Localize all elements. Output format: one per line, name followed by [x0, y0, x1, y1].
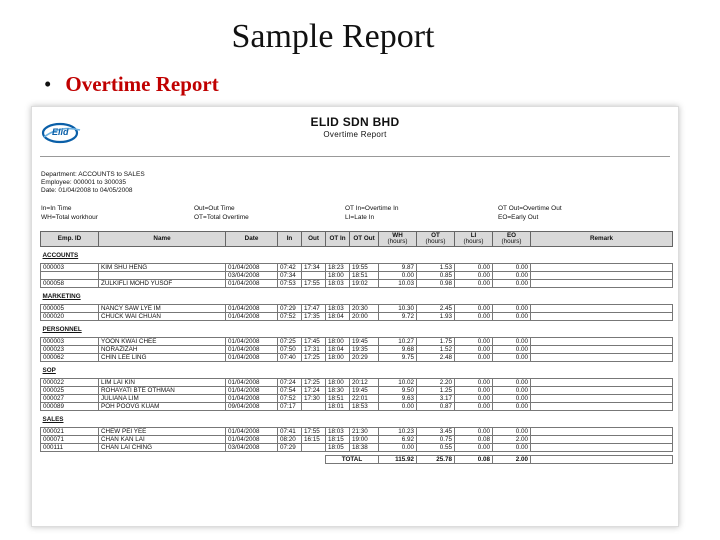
table-cell: 01/04/2008: [226, 313, 278, 321]
bullet-label: Overtime Report: [65, 72, 219, 96]
table-cell: 0.00: [493, 272, 531, 280]
table-row: [41, 444, 673, 452]
table-cell: 000062: [41, 354, 99, 362]
table-cell: 21:30: [350, 428, 379, 436]
table-cell: 17:55: [302, 428, 326, 436]
table-cell: 2.20: [417, 379, 455, 387]
table-row: [41, 436, 673, 444]
table-cell: [531, 346, 673, 354]
table-cell: 0.00: [493, 354, 531, 362]
table-cell: 18:03: [326, 280, 350, 288]
table-cell: 17:35: [302, 313, 326, 321]
table-cell: 18:00: [326, 338, 350, 346]
table-cell: 0.00: [455, 354, 493, 362]
table-row: [41, 264, 673, 272]
table-cell: KIM SHU HENG: [99, 264, 226, 272]
table-cell: 000023: [41, 346, 99, 354]
table-cell: ZULKIFLI MOHD YUSOF: [99, 280, 226, 288]
table-cell: 20:29: [350, 354, 379, 362]
col-eo-unit: (hours): [501, 238, 522, 245]
table-row: [41, 346, 673, 354]
legend-item: In=In Time: [41, 205, 72, 212]
table-cell: 17:31: [302, 346, 326, 354]
legend-item: WH=Total workhour: [41, 213, 98, 221]
table-row: [41, 313, 673, 321]
department-row: [41, 247, 673, 260]
table-cell: 0.00: [493, 444, 531, 452]
table-cell: 07:25: [278, 338, 302, 346]
legend-item: EO=Early Out: [498, 213, 539, 221]
table-cell: 0.00: [455, 395, 493, 403]
table-cell: [531, 444, 673, 452]
table-cell: [302, 444, 326, 452]
table-cell: LIM LAI KIN: [99, 379, 226, 387]
table-cell: 9.63: [379, 395, 417, 403]
table-cell: 1.53: [417, 264, 455, 272]
table-cell: 9.72: [379, 313, 417, 321]
table-cell: 000089: [41, 403, 99, 411]
total-eo: 2.00: [493, 456, 531, 464]
table-row: [41, 280, 673, 288]
table-cell: 000058: [41, 280, 99, 288]
table-cell: 0.00: [379, 444, 417, 452]
table-cell: 07:29: [278, 305, 302, 313]
col-name: Name: [99, 232, 226, 247]
table-cell: 2.48: [417, 354, 455, 362]
table-cell: 3.17: [417, 395, 455, 403]
table-cell: 07:54: [278, 387, 302, 395]
table-cell: 18:30: [326, 387, 350, 395]
table-cell: CHAN LAI CHING: [99, 444, 226, 452]
table-cell: [531, 280, 673, 288]
legend-item: OT=Total Overtime: [194, 213, 249, 221]
total-remark: [531, 456, 673, 464]
report-image: [31, 106, 679, 527]
table-cell: 0.85: [417, 272, 455, 280]
table-cell: 01/04/2008: [226, 280, 278, 288]
table-cell: 0.00: [493, 313, 531, 321]
table-cell: 000071: [41, 436, 99, 444]
table-cell: 22:01: [350, 395, 379, 403]
table-cell: 18:04: [326, 346, 350, 354]
table-cell: 0.98: [417, 280, 455, 288]
department-row: [41, 411, 673, 424]
table-cell: [531, 338, 673, 346]
table-cell: 0.00: [455, 403, 493, 411]
table-cell: 000027: [41, 395, 99, 403]
table-cell: 10.03: [379, 280, 417, 288]
table-cell: 0.00: [493, 403, 531, 411]
table-cell: 000005: [41, 305, 99, 313]
table-cell: 0.00: [455, 305, 493, 313]
table-cell: 0.00: [455, 346, 493, 354]
legend-col-4: [498, 205, 562, 222]
table-cell: [531, 354, 673, 362]
table-cell: 0.00: [493, 428, 531, 436]
table-cell: [531, 272, 673, 280]
col-wh-unit: (hours): [387, 238, 408, 245]
table-row: [41, 395, 673, 403]
table-cell: 07:34: [278, 272, 302, 280]
department-row: [41, 321, 673, 334]
col-ot: [417, 232, 455, 247]
table-cell: 10.02: [379, 379, 417, 387]
table-cell: 0.00: [493, 387, 531, 395]
table-cell: 000003: [41, 264, 99, 272]
table-cell: 1.75: [417, 338, 455, 346]
table-cell: [531, 436, 673, 444]
total-ot: 25.78: [417, 456, 455, 464]
col-li-unit: (hours): [463, 238, 484, 245]
table-cell: 19:55: [350, 264, 379, 272]
table-cell: 000111: [41, 444, 99, 452]
table-cell: 0.00: [455, 444, 493, 452]
table-cell: [531, 305, 673, 313]
department-name: PERSONNEL: [42, 325, 82, 333]
table-cell: 07:53: [278, 280, 302, 288]
table-cell: 07:50: [278, 346, 302, 354]
table-cell: JULIANA LIM: [99, 395, 226, 403]
report-title: Overtime Report: [323, 130, 387, 139]
bullet-item: [44, 72, 219, 97]
table-cell: 08:20: [278, 436, 302, 444]
total-row: [41, 456, 673, 464]
table-cell: 0.00: [455, 338, 493, 346]
table-row: [41, 305, 673, 313]
company-name: ELID SDN BHD: [310, 115, 400, 129]
table-cell: 0.00: [493, 264, 531, 272]
table-cell: 19:02: [350, 280, 379, 288]
report-meta: [41, 171, 145, 196]
table-row: [41, 338, 673, 346]
table-cell: 17:25: [302, 379, 326, 387]
legend-item: LI=Late In: [345, 213, 375, 221]
table-cell: 0.00: [493, 280, 531, 288]
table-cell: 18:03: [326, 305, 350, 313]
col-remark: Remark: [531, 232, 673, 247]
table-cell: NANCY SAW LYE IM: [99, 305, 226, 313]
table-cell: 000020: [41, 313, 99, 321]
table-cell: 18:05: [326, 444, 350, 452]
table-cell: 0.00: [493, 346, 531, 354]
report-header: [32, 115, 678, 139]
table-cell: 0.55: [417, 444, 455, 452]
table-cell: 10.30: [379, 305, 417, 313]
table-cell: 0.00: [455, 280, 493, 288]
legend-item: OT Out=Overtime Out: [498, 205, 562, 212]
department-name: SOP: [42, 366, 56, 374]
table-cell: 0.00: [379, 272, 417, 280]
table-cell: 01/04/2008: [226, 379, 278, 387]
table-cell: [41, 272, 99, 280]
table-cell: 0.00: [455, 272, 493, 280]
table-cell: 17:30: [302, 395, 326, 403]
table-cell: 0.00: [493, 395, 531, 403]
col-ot-in: OT In: [326, 232, 350, 247]
table-cell: 0.75: [417, 436, 455, 444]
table-cell: 07:17: [278, 403, 302, 411]
table-cell: [531, 264, 673, 272]
total-label: TOTAL: [326, 456, 379, 464]
table-cell: 18:00: [326, 379, 350, 387]
table-cell: 9.50: [379, 387, 417, 395]
col-emp-id: Emp. ID: [41, 232, 99, 247]
table-cell: 03/04/2008: [226, 272, 278, 280]
col-eo: [493, 232, 531, 247]
legend-col-3: [345, 205, 399, 222]
meta-department: Department: ACCOUNTS to SALES: [41, 171, 145, 178]
table-cell: 20:30: [350, 305, 379, 313]
table-cell: CHUCK WAI CHUAN: [99, 313, 226, 321]
table-cell: 0.00: [455, 379, 493, 387]
table-cell: 07:52: [278, 313, 302, 321]
table-cell: 07:52: [278, 395, 302, 403]
table-cell: 18:04: [326, 313, 350, 321]
table-cell: 20:12: [350, 379, 379, 387]
logo-text: Elid: [52, 127, 69, 137]
table-cell: 18:15: [326, 436, 350, 444]
table-cell: 01/04/2008: [226, 346, 278, 354]
table-cell: 19:00: [350, 436, 379, 444]
col-in: In: [278, 232, 302, 247]
overtime-table: [40, 231, 673, 464]
table-header-row: [41, 232, 673, 247]
table-cell: 18:00: [326, 354, 350, 362]
table-cell: CHIN LEE LING: [99, 354, 226, 362]
table-cell: 01/04/2008: [226, 264, 278, 272]
table-cell: 01/04/2008: [226, 305, 278, 313]
slide-title: Sample Report: [231, 18, 435, 55]
table-cell: 07:29: [278, 444, 302, 452]
table-row: [41, 379, 673, 387]
table-cell: 01/04/2008: [226, 354, 278, 362]
table-cell: 2.00: [493, 436, 531, 444]
table-cell: [302, 272, 326, 280]
table-cell: 18:53: [350, 403, 379, 411]
table-cell: 17:47: [302, 305, 326, 313]
table-cell: 19:45: [350, 387, 379, 395]
table-row: [41, 354, 673, 362]
table-cell: 18:00: [326, 272, 350, 280]
table-cell: 17:25: [302, 354, 326, 362]
table-cell: [531, 387, 673, 395]
bullet-dot: •: [44, 72, 52, 96]
table-cell: 18:38: [350, 444, 379, 452]
col-eo-label: EO: [506, 231, 517, 239]
table-row: [41, 428, 673, 436]
department-row: [41, 362, 673, 375]
table-body: [41, 247, 673, 464]
table-row: [41, 387, 673, 395]
table-cell: [302, 403, 326, 411]
table-cell: 17:24: [302, 387, 326, 395]
table-cell: 10.23: [379, 428, 417, 436]
table-cell: POH POOVG KUAM: [99, 403, 226, 411]
col-li: [455, 232, 493, 247]
table-cell: 18:03: [326, 428, 350, 436]
table-cell: 17:45: [302, 338, 326, 346]
table-cell: 17:55: [302, 280, 326, 288]
table-cell: NORAZIZAH: [99, 346, 226, 354]
table-cell: 0.00: [455, 313, 493, 321]
table-cell: CHAN KAN LAI: [99, 436, 226, 444]
table-row: [41, 403, 673, 411]
table-cell: 000022: [41, 379, 99, 387]
table-cell: 3.45: [417, 428, 455, 436]
table-cell: 10.27: [379, 338, 417, 346]
table-cell: 0.00: [379, 403, 417, 411]
total-li: 0.08: [455, 456, 493, 464]
table-cell: 000021: [41, 428, 99, 436]
table-cell: 18:23: [326, 264, 350, 272]
col-ot-label: OT: [431, 231, 440, 239]
table-cell: 18:51: [326, 395, 350, 403]
table-cell: 18:51: [350, 272, 379, 280]
col-li-label: LI: [470, 231, 477, 239]
table-cell: [531, 403, 673, 411]
table-cell: 0.00: [455, 387, 493, 395]
legend-item: Out=Out Time: [194, 205, 235, 212]
table-cell: 0.87: [417, 403, 455, 411]
table-cell: 01/04/2008: [226, 338, 278, 346]
col-wh: [379, 232, 417, 247]
legend-col-2: [194, 205, 249, 222]
table-cell: [531, 379, 673, 387]
table-cell: 07:24: [278, 379, 302, 387]
table-cell: 0.00: [455, 264, 493, 272]
table-cell: 18:01: [326, 403, 350, 411]
table-cell: 9.87: [379, 264, 417, 272]
table-cell: 9.68: [379, 346, 417, 354]
table-cell: ROHAYATI BTE OTHMAN: [99, 387, 226, 395]
table-cell: 1.25: [417, 387, 455, 395]
table-cell: [531, 428, 673, 436]
table-cell: [531, 313, 673, 321]
table-cell: 0.00: [493, 305, 531, 313]
table-cell: 07:41: [278, 428, 302, 436]
header-divider: [40, 156, 670, 157]
table-cell: 19:35: [350, 346, 379, 354]
table-cell: 2.45: [417, 305, 455, 313]
meta-employee: Employee: 000001 to 300035: [41, 179, 126, 187]
table-cell: 01/04/2008: [226, 395, 278, 403]
col-wh-label: WH: [392, 231, 403, 239]
department-name: SALES: [42, 415, 64, 423]
table-cell: 07:40: [278, 354, 302, 362]
table-cell: 0.00: [493, 338, 531, 346]
department-row: [41, 288, 673, 301]
table-cell: [99, 272, 226, 280]
table-cell: CHEW PEI YEE: [99, 428, 226, 436]
table-cell: 09/04/2008: [226, 403, 278, 411]
table-cell: [531, 395, 673, 403]
table-cell: 1.93: [417, 313, 455, 321]
table-cell: 9.75: [379, 354, 417, 362]
table-cell: 17:34: [302, 264, 326, 272]
table-cell: 01/04/2008: [226, 387, 278, 395]
col-date: Date: [226, 232, 278, 247]
table-cell: 03/04/2008: [226, 444, 278, 452]
table-cell: 0.00: [493, 379, 531, 387]
table-cell: YOON KWAI CHEE: [99, 338, 226, 346]
table-cell: 0.08: [455, 436, 493, 444]
table-cell: 000003: [41, 338, 99, 346]
table-cell: 20:00: [350, 313, 379, 321]
col-out: Out: [302, 232, 326, 247]
col-ot-unit: (hours): [425, 238, 446, 245]
legend-item: OT In=Overtime In: [345, 205, 399, 212]
table-cell: 16:15: [302, 436, 326, 444]
col-ot-out: OT Out: [350, 232, 379, 247]
table-cell: 01/04/2008: [226, 428, 278, 436]
department-name: ACCOUNTS: [42, 251, 79, 259]
table-cell: 000025: [41, 387, 99, 395]
table-cell: 1.52: [417, 346, 455, 354]
meta-date: Date: 01/04/2008 to 04/05/2008: [41, 187, 133, 195]
table-row: [41, 272, 673, 280]
table-cell: 6.92: [379, 436, 417, 444]
legend-col-1: [41, 205, 98, 222]
total-blank: [41, 456, 326, 464]
department-name: MARKETING: [42, 292, 81, 300]
table-cell: 01/04/2008: [226, 436, 278, 444]
table-cell: 19:45: [350, 338, 379, 346]
total-wh: 115.92: [379, 456, 417, 464]
table-cell: 0.00: [455, 428, 493, 436]
table-cell: 07:42: [278, 264, 302, 272]
